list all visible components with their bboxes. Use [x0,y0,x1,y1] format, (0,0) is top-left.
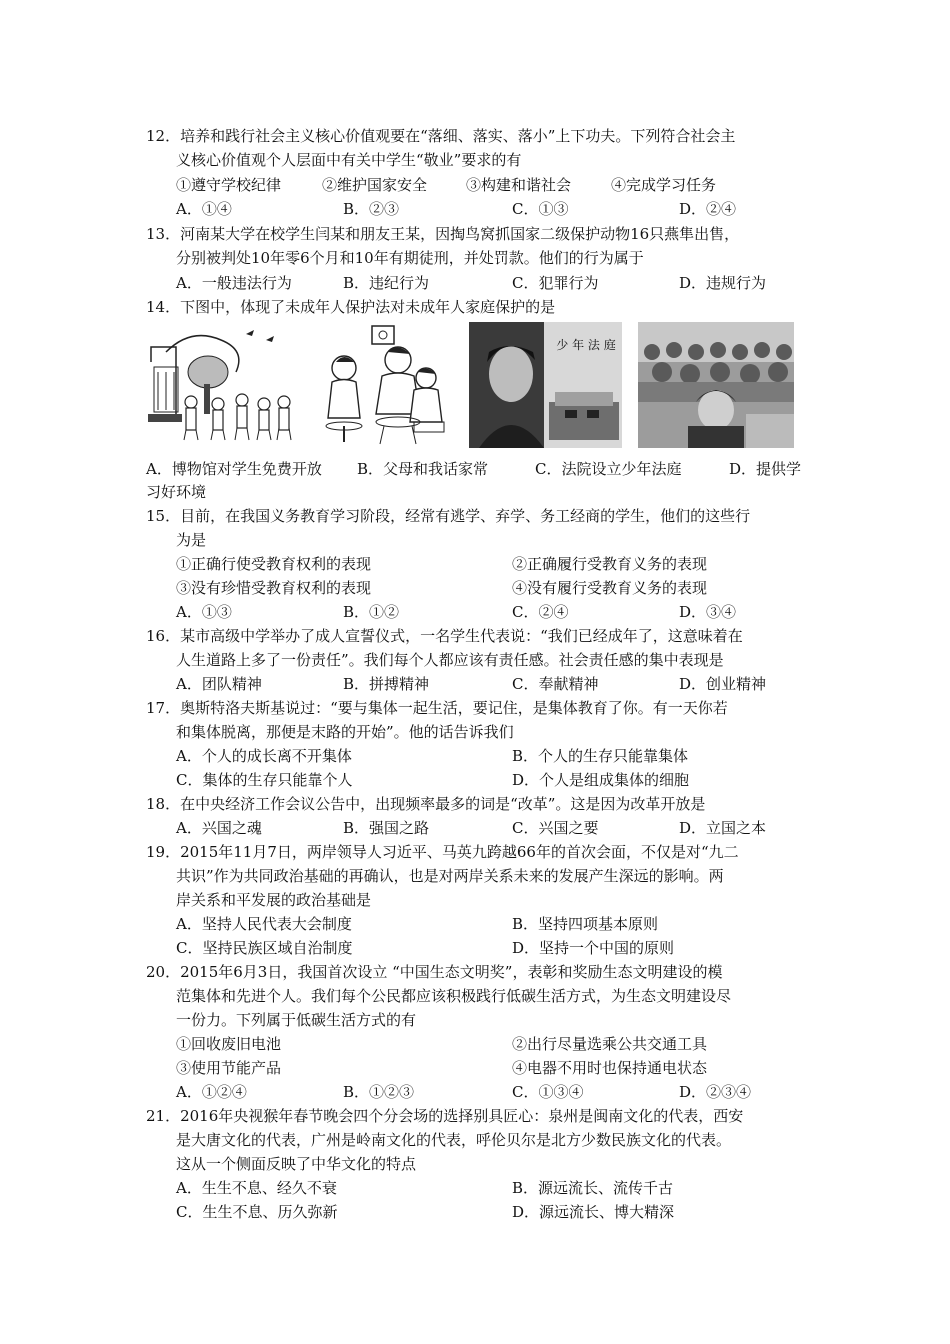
q12-item-1: ①遵守学校纪律 [176,176,282,194]
q13-option-b[interactable]: B．违纪行为 [343,274,430,292]
q14-option-d-cont: 习好环境 [146,483,207,501]
q19-option-d[interactable]: D．坚持一个中国的原则 [512,939,675,957]
q19-option-a[interactable]: A．坚持人民代表大会制度 [176,915,352,933]
juvenile-court-photo [469,322,622,448]
q20-option-a[interactable]: A．①②④ [176,1083,247,1101]
q12-option-a[interactable]: A．①④ [176,200,232,218]
q18-option-b[interactable]: B．强国之路 [343,819,430,837]
q12-stem-line1: 12．培养和践行社会主义核心价值观要在“落细、落实、落小”上下功夫。下列符合社会主 [146,127,736,145]
classroom-photo [638,322,794,448]
q13-option-c[interactable]: C．犯罪行为 [512,274,599,292]
q20-item-2: ②出行尽量选乘公共交通工具 [512,1035,708,1053]
q19-stem-line3: 岸关系和平发展的政治基础是 [176,891,372,909]
museum-cartoon-image [146,322,296,448]
q15-item-2: ②正确履行受教育义务的表现 [512,555,708,573]
q21-stem-line3: 这从一个侧面反映了中华文化的特点 [176,1155,417,1173]
q15-item-4: ④没有履行受教育义务的表现 [512,579,708,597]
q19-stem-line2: 共识”作为共同政治基础的再确认，也是对两岸关系未来的发展产生深远的影响。两 [176,867,724,885]
q15-item-1: ①正确行使受教育权利的表现 [176,555,372,573]
q15-option-c[interactable]: C．②④ [512,603,569,621]
q14-option-d[interactable]: D．提供学 [729,460,802,478]
q12-item-4: ④完成学习任务 [611,176,717,194]
juvenile-court-sign: 少 年 法 庭 [556,338,616,352]
q12-item-3: ③构建和谐社会 [466,176,572,194]
q19-stem-line1: 19．2015年11月7日，两岸领导人习近平、马英九跨越66年的首次会面，不仅是对“九二 [146,843,739,861]
q16-option-b[interactable]: B．拼搏精神 [343,675,430,693]
q20-option-b[interactable]: B．①②③ [343,1083,415,1101]
q18-option-c[interactable]: C．兴国之要 [512,819,599,837]
q15-stem-line1: 15．目前，在我国义务教育学习阶段，经常有逃学、弃学、务工经商的学生，他们的这些行 [146,507,751,525]
q15-item-3: ③没有珍惜受教育权利的表现 [176,579,372,597]
q21-option-d[interactable]: D．源远流长、博大精深 [512,1203,675,1221]
q17-option-b[interactable]: B．个人的生存只能靠集体 [512,747,689,765]
q18-stem-line1: 18．在中央经济工作会议公告中，出现频率最多的词是“改革”。这是因为改革开放是 [146,795,706,813]
q13-stem-line2: 分别被判处10年零6个月和10年有期徒刑，并处罚款。他们的行为属于 [176,249,644,267]
q14-option-b[interactable]: B．父母和我话家常 [357,460,489,478]
q14-option-c[interactable]: C．法院设立少年法庭 [535,460,682,478]
q17-option-c[interactable]: C．集体的生存只能靠个人 [176,771,353,789]
q19-option-b[interactable]: B．坚持四项基本原则 [512,915,659,933]
q20-item-4: ④电器不用时也保持通电状态 [512,1059,708,1077]
q20-item-3: ③使用节能产品 [176,1059,282,1077]
q15-option-d[interactable]: D．③④ [679,603,737,621]
q14-option-a[interactable]: A．博物馆对学生免费开放 [146,460,322,478]
q16-option-c[interactable]: C．奉献精神 [512,675,599,693]
q21-option-b[interactable]: B．源远流长、流传千古 [512,1179,674,1197]
q15-stem-line2: 为是 [176,531,207,549]
q17-stem-line2: 和集体脱离，那便是末路的开始”。他的话告诉我们 [176,723,514,741]
q21-stem-line2: 是大唐文化的代表，广州是岭南文化的代表，呼伦贝尔是北方少数民族文化的代表。 [176,1131,732,1149]
q13-stem-line1: 13．河南某大学在校学生闫某和朋友王某，因掏鸟窝抓国家二级保护动物16只燕隼出售， [146,225,740,243]
q21-stem-line1: 21．2016年央视猴年春节晚会四个分会场的选择别具匠心：泉州是闽南文化的代表，西安 [146,1107,744,1125]
q12-stem-line2: 义核心价值观个人层面中有关中学生“敬业”要求的有 [176,151,522,169]
q18-option-a[interactable]: A．兴国之魂 [176,819,262,837]
q17-stem-line1: 17．奥斯特洛夫斯基说过：“要与集体一起生活，要记住，是集体教育了你。有一天你若 [146,699,728,717]
q20-stem-line2: 范集体和先进个人。我们每个公民都应该积极践行低碳生活方式，为生态文明建设尽 [176,987,732,1005]
family-chat-cartoon-image [314,322,454,448]
q20-stem-line1: 20．2015年6月3日，我国首次设立 “中国生态文明奖”，表彰和奖励生态文明建设的模 [146,963,723,981]
q17-option-d[interactable]: D．个人是组成集体的细胞 [512,771,690,789]
q13-option-d[interactable]: D．违规行为 [679,274,767,292]
q18-option-d[interactable]: D．立国之本 [679,819,767,837]
q16-stem-line2: 人生道路上多了一份责任”。我们每个人都应该有责任感。社会责任感的集中表现是 [176,651,724,669]
q13-option-a[interactable]: A．一般违法行为 [176,274,292,292]
q20-option-c[interactable]: C．①③④ [512,1083,584,1101]
q20-item-1: ①回收废旧电池 [176,1035,282,1053]
q20-option-d[interactable]: D．②③④ [679,1083,752,1101]
q12-item-2: ②维护国家安全 [322,176,428,194]
q21-option-c[interactable]: C．生生不息、历久弥新 [176,1203,338,1221]
q15-option-b[interactable]: B．①② [343,603,400,621]
q12-option-c[interactable]: C．①③ [512,200,569,218]
q16-stem-line1: 16．某市高级中学举办了成人宣誓仪式，一名学生代表说：“我们已经成年了，这意味着在 [146,627,743,645]
q15-option-a[interactable]: A．①③ [176,603,232,621]
q21-option-a[interactable]: A．生生不息、经久不衰 [176,1179,337,1197]
q12-option-d[interactable]: D．②④ [679,200,737,218]
q12-option-b[interactable]: B．②③ [343,200,400,218]
q16-option-d[interactable]: D．创业精神 [679,675,767,693]
q17-option-a[interactable]: A．个人的成长离不开集体 [176,747,352,765]
q20-stem-line3: 一份力。下列属于低碳生活方式的有 [176,1011,417,1029]
q19-option-c[interactable]: C．坚持民族区域自治制度 [176,939,353,957]
q16-option-a[interactable]: A．团队精神 [176,675,262,693]
q14-figure-strip [146,322,794,448]
q14-stem-line1: 14．下图中，体现了未成年人保护法对未成年人家庭保护的是 [146,298,556,316]
